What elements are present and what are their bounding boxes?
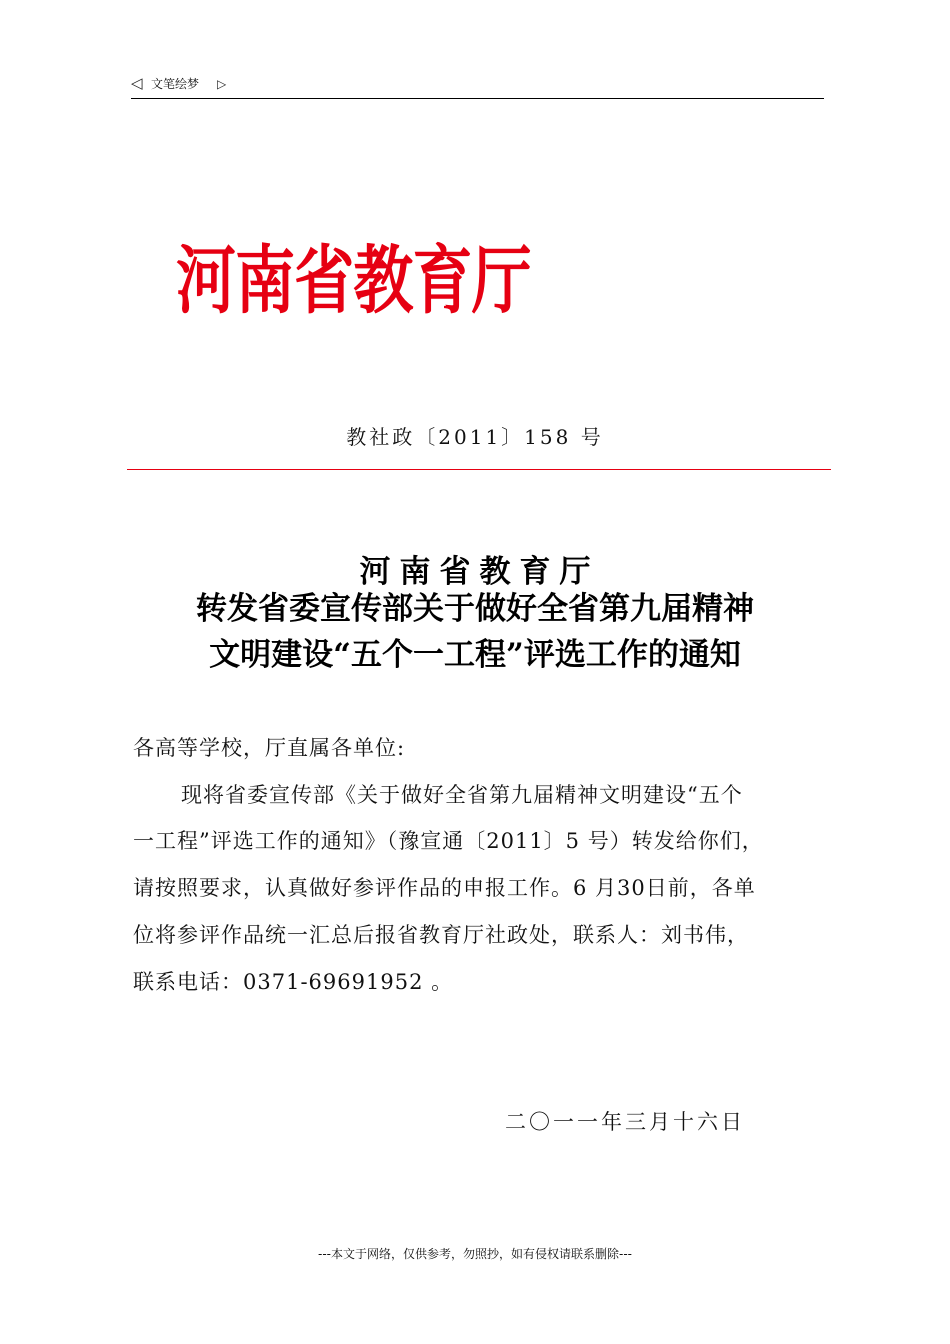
notice-title-line-3: 文明建设“五个一工程”评选工作的通知	[209, 637, 741, 673]
paragraph-line: 位将参评作品统一汇总后报省教育厅社政处，联系人：刘书伟，	[133, 923, 749, 947]
header-title: 文笔绘梦	[151, 77, 200, 91]
footer-disclaimer: ---本文于网络，仅供参考，勿照抄，如有侵权请联系删除---	[318, 1247, 632, 1261]
paragraph-line: 现将省委宣传部《关于做好全省第九届精神文明建设“五个	[181, 783, 743, 807]
right-triangle-icon: ▷	[217, 77, 227, 91]
page-header	[131, 72, 824, 99]
organization-title: 河南省教育厅	[176, 238, 531, 324]
paragraph-line: 一工程”评选工作的通知》（豫宣通〔2011〕5 号）转发给你们，	[133, 829, 764, 853]
red-divider	[127, 469, 831, 470]
issue-date: 二〇一一年三月十六日	[505, 1110, 745, 1134]
document-number: 教社政〔2011〕158 号	[346, 425, 604, 449]
left-triangle-icon: ◁	[131, 74, 143, 92]
paragraph-line: 联系电话：0371-69691952 。	[133, 970, 454, 994]
paragraph-line: 请按照要求，认真做好参评作品的申报工作。6 月30日前，各单	[133, 876, 756, 900]
notice-title-line-2: 转发省委宣传部关于做好全省第九届精神	[196, 591, 754, 627]
notice-title-line-1: 河南省教育厅	[359, 554, 600, 590]
salutation: 各高等学校，厅直属各单位:	[133, 736, 406, 760]
